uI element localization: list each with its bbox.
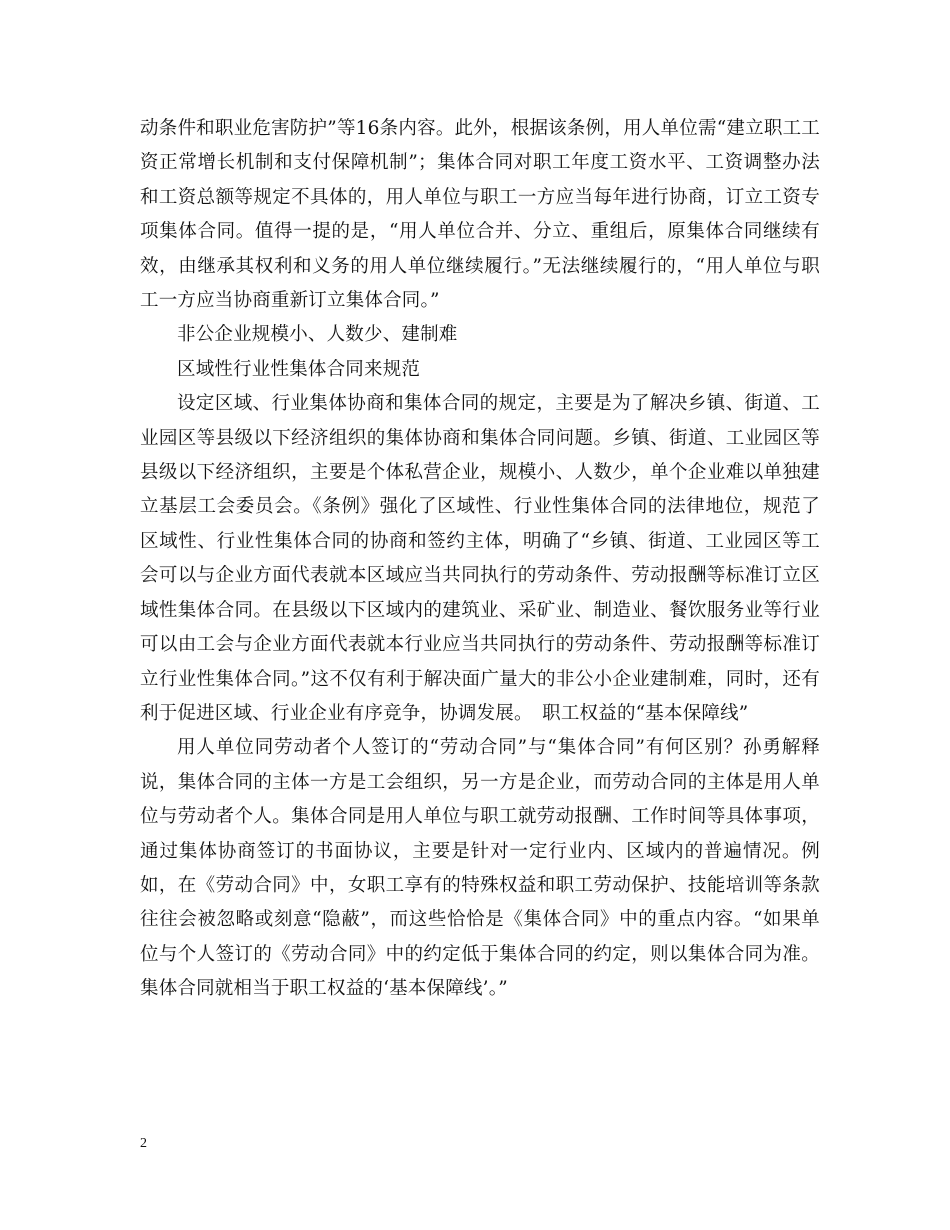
document-body	[140, 112, 820, 1007]
paragraph-regional-contracts: 设定区域、行业集体协商和集体合同的规定，主要是为了解决乡镇、街道、工业园区等县级以下经济组织的集体协商和集体合同问题。乡镇、街道、工业园区等县级以下经济组织，主要是个体私营企业，规模小、人数少，单个企业难以单独建立基层工会委员会。《条例》强化了区域性、行业性集体合同的法律地位，规范了区域性、行业性集体合同的协商和签约主体，明确了“乡镇、街道、工业园区等工会可以与企业方面代表就本区域应当共同执行的劳动条件、劳动报酬等标准订立区域性集体合同。在县级以下区域内的建筑业、采矿业、制造业、餐饮服务业等行业可以由工会与企业方面代表就本行业应当共同执行的劳动条件、劳动报酬等标准订立行业性集体合同。”这不仅有利于解决面广量大的非公小企业建制难，同时，还有利于促进区域、行业企业有序竞争，协调发展。 职工权益的“基本保障线”	[140, 393, 820, 724]
section-subheading-2: 区域性行业性集体合同来规范	[177, 358, 421, 380]
section-subheading-1: 非公企业规模小、人数少、建制难	[177, 324, 458, 346]
page-number: 2	[140, 1136, 147, 1151]
paragraph-contract-differences: 用人单位同劳动者个人签订的“劳动合同”与“集体合同”有何区别？孙勇解释说，集体合同的主体一方是工会组织，另一方是企业，而劳动合同的主体是用人单位与劳动者个人。集体合同是用人单位与职工就劳动报酬、工作时间等具体事项，通过集体协商签订的书面协议，主要是针对一定行业内、区域内的普遍情况。例如，在《劳动合同》中，女职工享有的特殊权益和职工劳动保护、技能培训等条款往往会被忽略或刻意“隐蔽”，而这些恰恰是《集体合同》中的重点内容。“如果单位与个人签订的《劳动合同》中的约定低于集体合同的约定，则以集体合同为准。集体合同就相当于职工权益的‘基本保障线’。”	[140, 737, 820, 1000]
paragraph-continuation: 动条件和职业危害防护”等16条内容。此外，根据该条例，用人单位需“建立职工工资正常增长机制和支付保障机制”；集体合同对职工年度工资水平、工资调整办法和工资总额等规定不具体的，用人单位与职工一方应当每年进行协商，订立工资专项集体合同。值得一提的是，“用人单位合并、分立、重组后，原集体合同继续有效，由继承其权利和义务的用人单位继续履行。”无法继续履行的，“用人单位与职工一方应当协商重新订立集体合同。”	[140, 118, 820, 312]
